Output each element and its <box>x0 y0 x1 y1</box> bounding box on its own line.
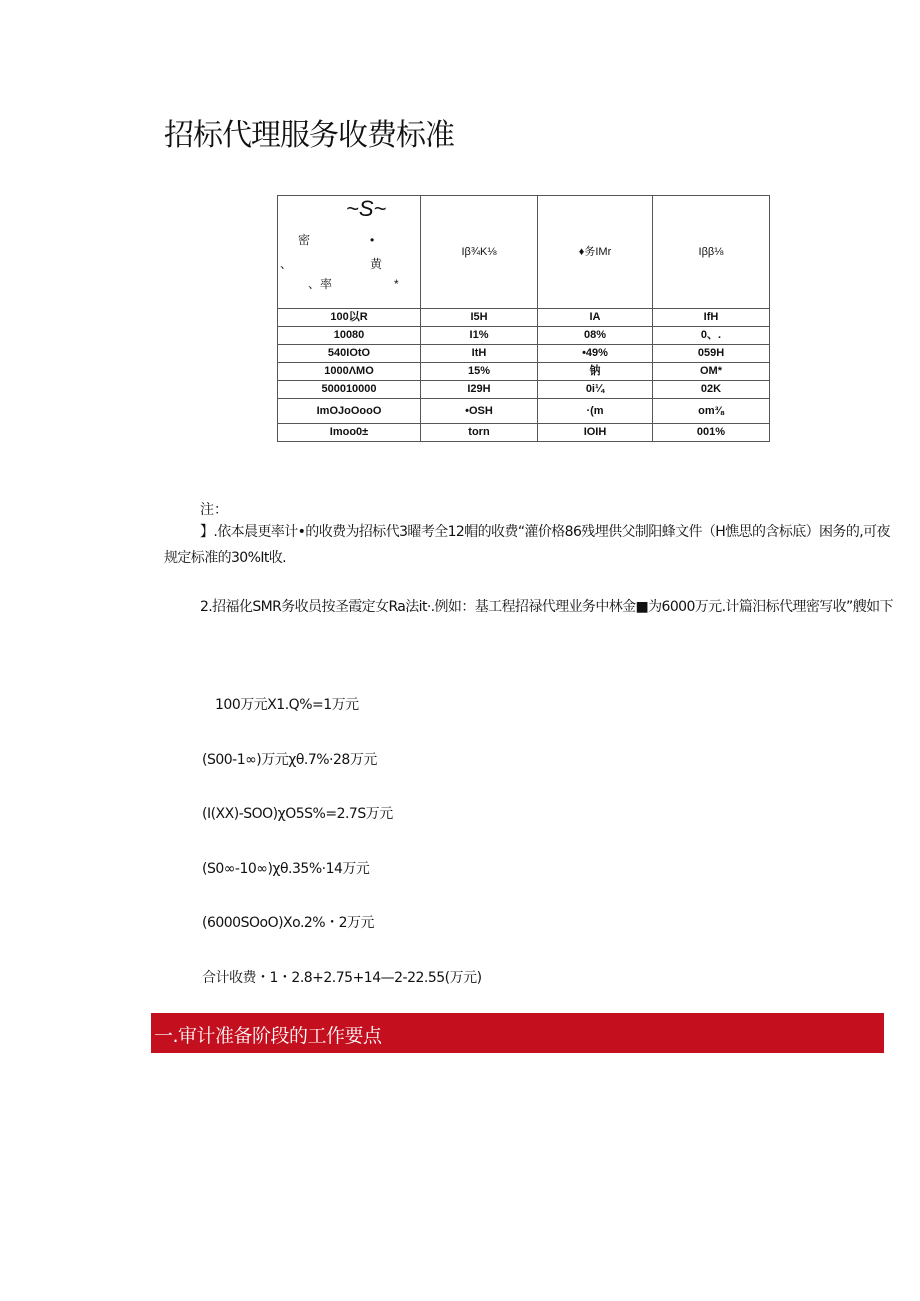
table-cell: 0i¼ <box>538 381 653 399</box>
calc-line: (S00-1∞)万元χθ.7%·28万元 <box>202 752 377 768</box>
table-cell: •49% <box>538 345 653 363</box>
table-cell: 059H <box>653 345 770 363</box>
corner-text: 黄 <box>370 257 383 271</box>
table-header-row <box>278 196 770 309</box>
table-corner-cell <box>278 196 421 309</box>
corner-symbol: ~S~ <box>346 196 387 221</box>
table-cell: 0、. <box>653 327 770 345</box>
table-header-cell: ♦务IMr <box>538 196 653 309</box>
table-cell: 1000ΛMO <box>278 363 421 381</box>
table-row <box>278 399 770 424</box>
calc-line: (I(XX)-SOO)χO5S%=2.7S万元 <box>202 806 393 822</box>
table-cell: 001% <box>653 424 770 442</box>
note-paragraph-2: 2.招福化SMR务收员按圣霞定女Ra法it·.例如：基工程招禄代理业务中林金■为6000万元.计篇汨标代理密写收”艘如下 <box>200 599 893 615</box>
table-cell: I5H <box>421 309 538 327</box>
table-cell: 08% <box>538 327 653 345</box>
table-row <box>278 327 770 345</box>
table-cell: 02K <box>653 381 770 399</box>
table-row <box>278 424 770 442</box>
page-title: 招标代理服务收费标准 <box>164 118 454 153</box>
note-paragraph-1: 】.依本晨更率计•的收费为招标代3曜考全12帽的收费“灌价格86残埋供父制阳蜂文件（H憔思的含标底）困务的,可夜规定标准的30%It收. <box>164 524 890 566</box>
table-row <box>278 381 770 399</box>
table-cell: IfH <box>653 309 770 327</box>
table-header-cell: Iββ⅛ <box>653 196 770 309</box>
corner-text: * <box>394 277 399 291</box>
calc-line: (6000SOoO)Xo.2%・2万元 <box>202 915 375 931</box>
calc-line: (S0∞-10∞)χθ.35%·14万元 <box>202 861 370 877</box>
section-header-bar <box>151 1013 884 1053</box>
fee-table <box>277 195 770 442</box>
table-cell: torn <box>421 424 538 442</box>
corner-text: • <box>370 233 375 247</box>
table-cell: 500010000 <box>278 381 421 399</box>
calc-total-line: 合计收费・1・2.8+2.75+14—2-22.55(万元) <box>202 970 482 986</box>
table-cell: 540IOtO <box>278 345 421 363</box>
corner-text: 、率 <box>308 277 333 291</box>
table-cell: IOIH <box>538 424 653 442</box>
table-cell: ·(m <box>538 399 653 424</box>
table-cell: 钠 <box>538 363 653 381</box>
table-cell: 100以R <box>278 309 421 327</box>
note-label: 注： <box>200 502 228 518</box>
table-cell: om⅜ <box>653 399 770 424</box>
table-cell: I1% <box>421 327 538 345</box>
section-title: 一.审计准备阶段的工作要点 <box>154 1025 382 1047</box>
table-cell: •OSH <box>421 399 538 424</box>
table-cell: IA <box>538 309 653 327</box>
table-cell: ImOJoOooO <box>278 399 421 424</box>
calc-line: 100万元X1.Q%=1万元 <box>215 697 359 713</box>
table-row <box>278 309 770 327</box>
table-cell: 10080 <box>278 327 421 345</box>
table-cell: ItH <box>421 345 538 363</box>
corner-text: 密 <box>298 233 311 247</box>
table-header-cell: Iβ¾K⅛ <box>421 196 538 309</box>
table-cell: I29H <box>421 381 538 399</box>
table-row <box>278 363 770 381</box>
corner-text: 、 <box>280 257 293 271</box>
table-cell: 15% <box>421 363 538 381</box>
table-cell: Imoo0± <box>278 424 421 442</box>
table-cell: OM* <box>653 363 770 381</box>
table-row <box>278 345 770 363</box>
